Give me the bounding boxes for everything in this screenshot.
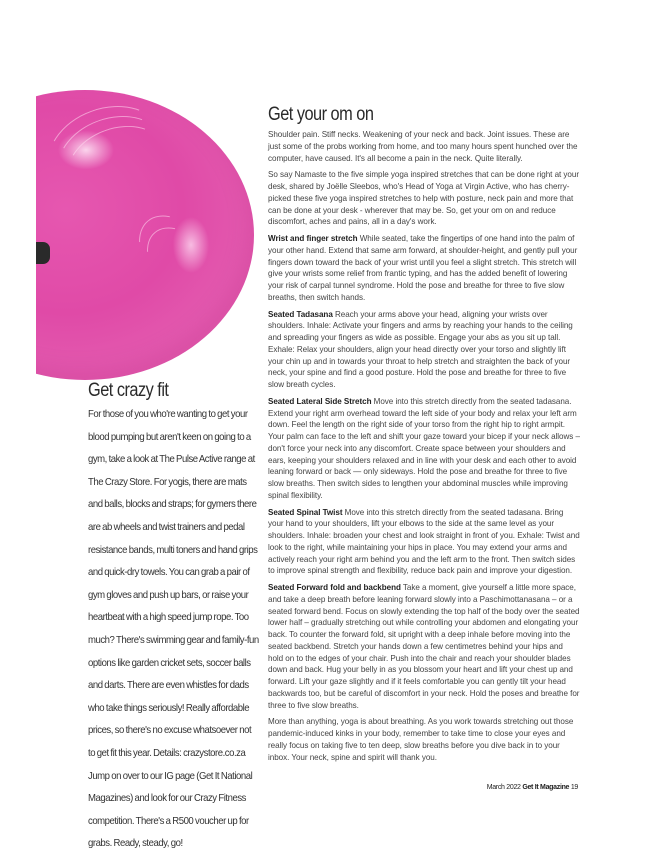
stretch-title: Seated Forward fold and backbend (268, 583, 401, 592)
article-paragraph-lateral-stretch: Seated Lateral Side Stretch Move into this stretch directly from the seated tadasana. Extend your right arm overhead toward the left side of your body and relax your left arm down. Feel the length on the right side of your torso from the right hip to right armpit. Your palm can face to the left and shift your gaze toward your bicep if your neck allows – don't force your neck into any discomfort. Create space between your shoulders and ears, keeping your shoulders relaxed and in line with your desk and each other to avoid leaning forward or back — only sideways. Hold the pose and breathe for three to five slow breaths. Then switch sides to lengthen your abdominal muscles while improving spinal flexibility. (268, 396, 580, 500)
article-paragraph-intro: Shoulder pain. Stiff necks. Weakening of your neck and back. Joint issues. These are just some of the probs working from home, and too many hours spent hunched over the computer, have caused. It's all become a pain in the neck. Quite literally. (268, 130, 578, 163)
article-paragraph-spinal-twist: Seated Spinal Twist Move into this stretch directly from the seated tadasana. Bring your hand to your shoulders, lift your elbows to the side at the same level as your shoulders. Inhale: broaden your chest and look straight in front of you. Exhale: Twist and look to the right, while maintaining your hips in place. You may extend your arms and actively reach your right arm behind you and the left arm to the front. Then switch sides to improve spinal strength and flexibility, reduce back pain and improve your digestion. (268, 507, 580, 576)
article-paragraph-tadasana: Seated Tadasana Reach your arms above your head, aligning your wrists over shoulders. Inhale: Activate your fingers and arms by reaching your hands to the ceiling and spreading your fingers as wide as possible. Engage your abs as you sit up tall. Exhale: Relax your shoulders, align your head directly over your torso and slightly lift your chin up and in towards your throat to help stretch and straighten the back of your neck, your spine and find a good posture. Hold the pose and breathe for three to five slow breath cycles. (268, 309, 573, 389)
stretch-title: Wrist and finger stretch (268, 234, 358, 243)
stretch-title: Seated Spinal Twist (268, 507, 343, 517)
article-column (268, 104, 580, 768)
footer-publication: Get It Magazine (522, 784, 570, 791)
stretch-title: Seated Lateral Side Stretch (268, 396, 372, 406)
exercise-ball-image (36, 90, 256, 382)
article-paragraph-forward-fold: Seated Forward fold and backbend Take a moment, give yourself a little more space, and take a deep breath before leaning forward slowly into a Paschimottanasana – or a seated forward bend. Focus on slowly extending the top half of the body over the seated lower half – gradually stretching out while controlling your abdomen and elongating your back. To counter the forward fold, sit upright with a deep inhale before moving into the seated backbend. Stretch your hands down a few centimetres behind your hips and hold on to the edges of your chair. Push into the chair and reach your shoulder blades down and back. Hug your belly in as you blossom your heart and lift your chest up and forward. Lift your gaze slightly and if it feels comfortable you can gently tilt your head backwards too, but be careful of discomfort in your neck. Hold the poses and breathe for three to five slow breaths. (268, 583, 580, 710)
article-heading: Get your om on (268, 104, 374, 125)
ball-valve-icon (36, 242, 50, 264)
article-paragraph-namaste: So say Namaste to the five simple yoga inspired stretches that can be done right at your desk, shared by Joëlle Sleebos, who's Head of Yoga at Virgin Active, who has cherry-picked these five yoga inspired stretches to help with posture, neck pain and more that can be done at your desk - wherever that may be. So, get your om on and reduce discomfort, aches and pains, all in a day's work. (268, 170, 579, 227)
article-paragraph-closing: More than anything, yoga is about breathing. As you work towards stretching out those pandemic-induced kinks in your body, remember to take time to close your eyes and really focus on taking five to ten deep, slow breaths before you dive back in to your inbox. Your neck, spine and spirit will thank you. (268, 717, 574, 762)
sidebar-column (88, 380, 260, 856)
article-paragraph-wrist-stretch: Wrist and finger stretch While seated, take the fingertips of one hand into the palm of your other hand. Extend that same arm forward, at shoulder-height, and gently pull your fingers down toward the back of your wrist until you feel a slight stretch. This stretch will give your wrists some relief from frantic typing, and has the added benefit of lowering your risk of carpal tunnel syndrome. Hold the pose and breathe for three to five slow breaths, then switch hands. (268, 234, 578, 302)
stretch-title: Seated Tadasana (268, 309, 333, 319)
page-footer (487, 784, 578, 791)
pink-exercise-ball (36, 90, 254, 380)
footer-page-number: 19 (570, 784, 578, 791)
sidebar-body: For those of you who're wanting to get your blood pumping but aren't keen on going to a gym, take a look at The Pulse Active range at The Crazy Store. For yogis, there are mats and balls, blocks and straps; for gymers there are ab wheels and twist trainers and pedal resistance bands, multi toners and hand grips and quick-dry towels. You can grab a pair of gym gloves and push up bars, or raise your heartbeat with a high speed jump rope. Too much? There's swimming gear and family-fun options like garden cricket sets, soccer balls and darts. There are even whistles for dads who take things seriously! Really affordable prices, so there's no excuse whatsoever not to get fit this year. Details: crazystore.co.za Jump on over to our IG page (Get It National Magazines) and look for our Crazy Fitness competition. There's a R500 voucher up for grabs. Ready, steady, go! (88, 409, 259, 850)
sidebar-heading: Get crazy fit (88, 380, 169, 401)
footer-date: March 2022 (486, 784, 521, 791)
